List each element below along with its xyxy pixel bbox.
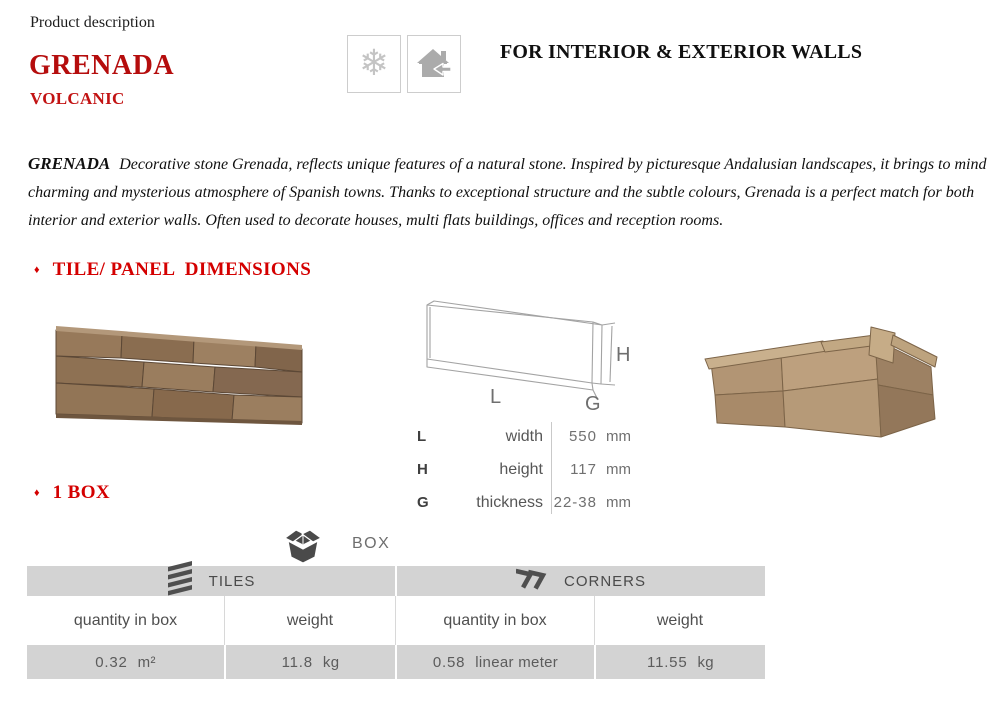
tiles-weight-cell bbox=[226, 645, 395, 679]
value-unit: m² bbox=[137, 653, 156, 671]
packing-table bbox=[27, 566, 765, 679]
property-badges bbox=[347, 35, 461, 93]
packing-table-column-headers bbox=[27, 596, 765, 645]
dimension-name: height bbox=[499, 460, 543, 478]
column-header: quantity in box bbox=[396, 596, 595, 645]
packing-table-values-row bbox=[27, 645, 765, 679]
description-lead: GRENADA bbox=[28, 154, 111, 173]
open-box-icon bbox=[283, 526, 323, 564]
value-unit: kg bbox=[322, 653, 340, 671]
dimension-letter: G bbox=[417, 494, 429, 511]
dimension-row-width bbox=[417, 420, 657, 453]
box-icon-label: BOX bbox=[352, 535, 391, 552]
column-header: weight bbox=[656, 611, 704, 629]
usage-title: FOR INTERIOR & EXTERIOR WALLS bbox=[500, 41, 863, 63]
dimension-letter: L bbox=[417, 428, 427, 445]
diamond-bullet-icon: ♦ bbox=[34, 264, 40, 276]
diagram-height-label: H bbox=[616, 344, 631, 366]
corners-group-header bbox=[397, 566, 765, 596]
frost-resistant-badge bbox=[347, 35, 401, 93]
dimension-name: thickness bbox=[476, 493, 543, 511]
corner-chevrons-icon bbox=[516, 559, 548, 597]
product-variant: VOLCANIC bbox=[30, 89, 125, 108]
value-number: 0.58 bbox=[432, 653, 466, 671]
product-description bbox=[28, 150, 991, 235]
diamond-bullet-icon: ♦ bbox=[34, 487, 40, 499]
section-dimensions-title: TILE/ PANEL DIMENSIONS bbox=[52, 259, 312, 280]
dimension-letter: H bbox=[417, 461, 428, 478]
dimension-unit: mm bbox=[606, 494, 631, 511]
dimension-row-height bbox=[417, 453, 657, 486]
dimension-value: 550 bbox=[568, 428, 597, 445]
value-number: 0.32 bbox=[95, 653, 128, 671]
dimension-value: 117 bbox=[570, 461, 597, 478]
snowflake-icon: ❄ bbox=[358, 43, 390, 84]
corners-group-label: CORNERS bbox=[563, 572, 646, 590]
interior-exterior-badge bbox=[407, 35, 461, 93]
description-body: Decorative stone Grenada, reflects unique features of a natural stone. Inspired by picturesque Andalusian landscapes, it brings to mind charming and mysterious atmosphere of Spanish towns. Thanks to exceptional structure and the subtle colours, Grenada is a perfect match for both interior and exterior walls. Often used to decorate houses, multi flats buildings, offices and reception rooms. bbox=[28, 156, 987, 229]
tiles-group-label: TILES bbox=[208, 572, 256, 590]
stone-corner-image bbox=[703, 323, 943, 445]
corners-quantity-cell bbox=[397, 645, 594, 679]
section-box-title: 1 BOX bbox=[52, 482, 111, 503]
section-box-heading bbox=[34, 482, 110, 504]
page-title: Product description bbox=[30, 14, 155, 31]
corners-weight-cell bbox=[596, 645, 765, 679]
diagram-length-label: L bbox=[490, 386, 502, 408]
panel-dimension-diagram bbox=[416, 296, 646, 414]
value-number: 11.8 bbox=[281, 653, 313, 671]
column-header: weight bbox=[225, 596, 396, 645]
packing-table-group-header bbox=[27, 566, 765, 596]
dimension-unit: mm bbox=[606, 461, 631, 478]
tiles-quantity-cell bbox=[27, 645, 224, 679]
tiles-stack-icon bbox=[167, 559, 193, 597]
diagram-thickness-label: G bbox=[585, 393, 601, 414]
value-number: 11.55 bbox=[647, 653, 688, 671]
house-arrow-icon bbox=[415, 47, 453, 81]
stone-panel-image bbox=[52, 320, 308, 430]
product-name: GRENADA bbox=[29, 50, 175, 81]
section-dimensions-heading bbox=[34, 259, 311, 281]
tiles-group-header bbox=[27, 566, 395, 596]
dimensions-list bbox=[417, 420, 657, 519]
dimension-unit: mm bbox=[606, 428, 631, 445]
value-unit: linear meter bbox=[475, 653, 559, 671]
dimension-row-thickness bbox=[417, 486, 657, 519]
value-unit: kg bbox=[697, 653, 714, 671]
dimension-value: 22-38 bbox=[553, 494, 597, 511]
dimensions-divider bbox=[551, 422, 552, 514]
column-header: quantity in box bbox=[27, 596, 225, 645]
dimension-name: width bbox=[505, 427, 543, 445]
